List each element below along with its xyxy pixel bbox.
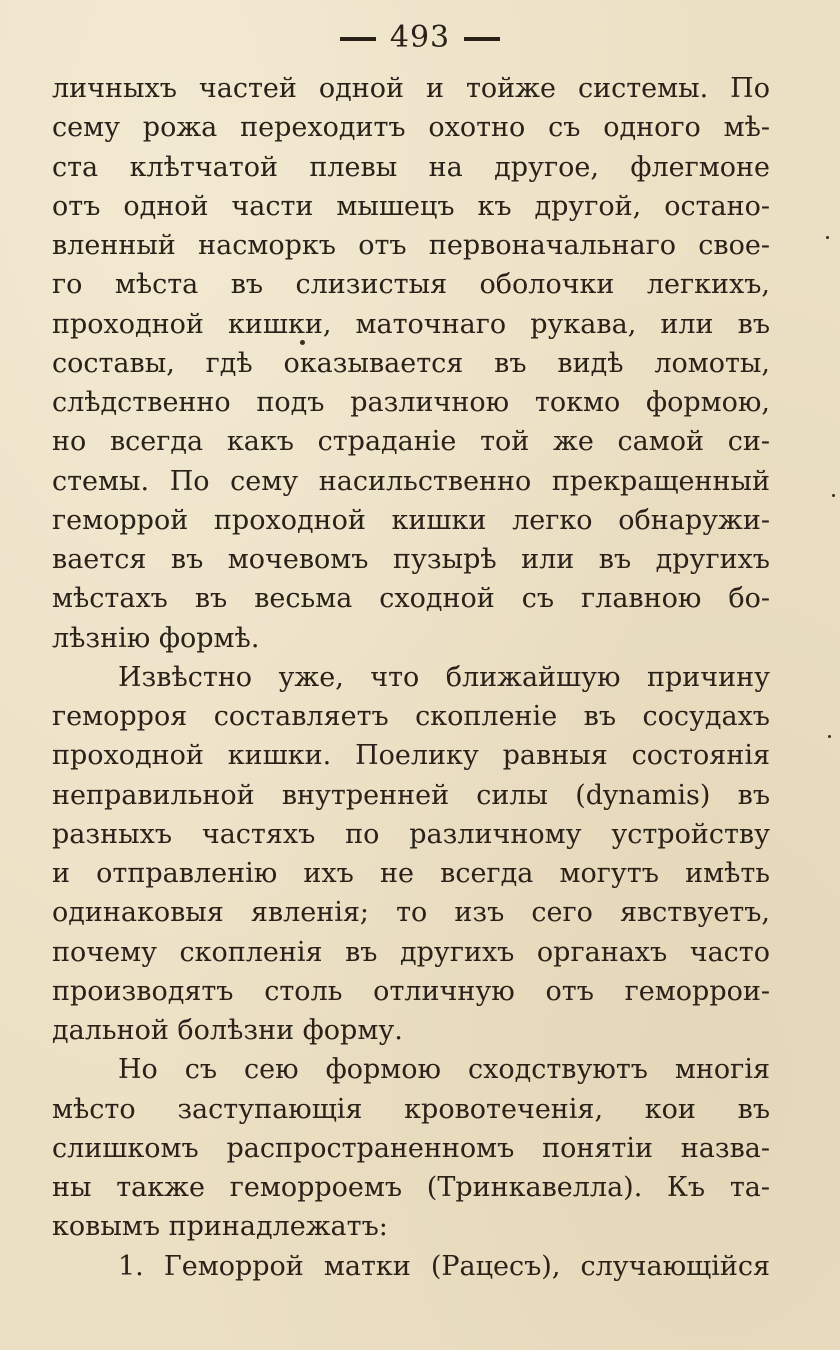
text-line: стемы. По сему насильственно прекращенный <box>52 465 770 497</box>
text-line: мѣсто заступающія кровотеченія, кои въ <box>52 1093 770 1125</box>
text-line: сему рожа переходитъ охотно съ одного мѣ- <box>52 112 770 144</box>
text-line: отъ одной части мышецъ къ другой, остано- <box>52 190 770 222</box>
header-dash-right <box>464 37 500 41</box>
paragraph-first-line: 1. Геморрой матки (Рацесъ), случающійся <box>118 1250 770 1282</box>
text-line: ны также геморроемъ (Тринкавелла). Къ та- <box>52 1172 770 1203</box>
paper-speck <box>828 735 831 738</box>
page-header <box>0 18 840 58</box>
text-line: слишкомъ распространенномъ понятіи назва- <box>52 1132 770 1164</box>
text-line: лѣзнію формѣ. <box>52 622 260 654</box>
text-line: проходной кишки. Поелику равныя состоянія <box>52 740 770 772</box>
paper-speck <box>826 236 829 239</box>
text-line: вленный насморкъ отъ первоначальнаго свое- <box>52 230 770 261</box>
text-line: ста клѣтчатой плевы на другое, флегмоне <box>52 151 770 183</box>
text-line: одинаковыя явленія; то изъ сего явствуетъ, <box>52 897 770 929</box>
text-line: вается въ мочевомъ пузырѣ или въ другихъ <box>52 544 770 575</box>
text-line: дальной болѣзни форму. <box>52 1015 403 1046</box>
text-line: неправильной внутренней силы (dynamis) въ <box>52 779 770 811</box>
text-line: но всегда какъ страданіе той же самой си- <box>52 426 770 458</box>
text-line: составы, гдѣ оказывается въ видѣ ломоты, <box>52 347 770 379</box>
page-number: 493 <box>389 20 451 55</box>
header-dash-left <box>340 37 376 41</box>
text-line: слѣдственно подъ различною токмо формою, <box>52 387 770 418</box>
text-line: разныхъ частяхъ по различному устройству <box>52 818 770 850</box>
text-line: проходной кишки, маточнаго рукава, или въ <box>52 308 770 340</box>
paper-speck <box>832 494 835 497</box>
text-line: почему скопленія въ другихъ органахъ часто <box>52 936 770 968</box>
text-line: и отправленію ихъ не всегда могутъ имѣть <box>52 858 770 889</box>
text-line: мѣстахъ въ весьма сходной съ главною бо- <box>52 583 770 615</box>
paper-speck <box>300 340 305 345</box>
page-body <box>52 69 770 1286</box>
paragraph-first-line: Но съ сею формою сходствуютъ многія <box>118 1054 770 1086</box>
text-line: ковымъ принадлежатъ: <box>52 1211 388 1243</box>
text-line: производятъ столь отличную отъ геморрои- <box>52 975 770 1007</box>
text-line: геморроя составляетъ скопленіе въ сосудахъ <box>52 701 770 732</box>
text-line: геморрой проходной кишки легко обнаружи- <box>52 504 770 536</box>
paragraph-first-line: Извѣстно уже, что ближайшую причину <box>118 661 770 693</box>
text-line: личныхъ частей одной и тойже системы. По <box>52 73 770 104</box>
text-line: го мѣста въ слизистыя оболочки легкихъ, <box>52 269 770 301</box>
